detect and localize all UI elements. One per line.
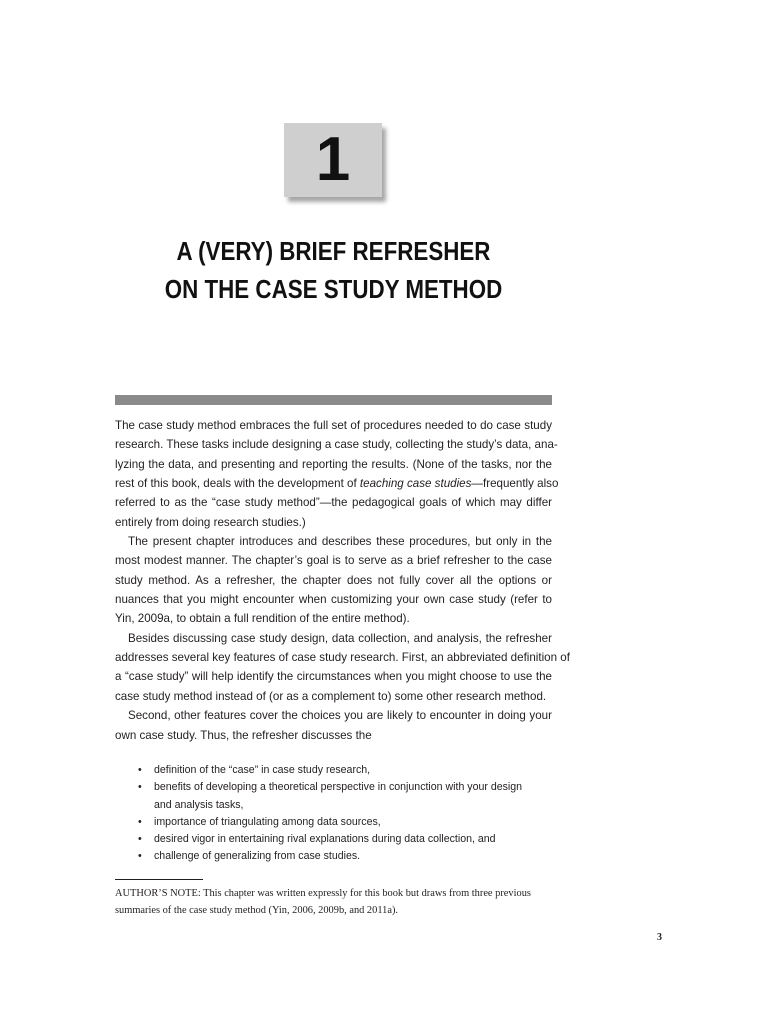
text-line: Besides discussing case study design, data collection, and analysis, the refresher: [128, 631, 552, 645]
paragraph-3: [115, 629, 570, 706]
paragraph-1: [115, 416, 559, 532]
text-line: lyzing the data, and presenting and reporting the results. (None of the tasks, nor the: [115, 457, 552, 471]
bullet-icon: •: [138, 815, 142, 828]
text-segment: rest of this book, deals with the development of: [115, 477, 360, 491]
text-line: most modest manner. The chapter’s goal is to serve as a brief refresher to the case: [115, 554, 552, 568]
text-line: [115, 474, 559, 493]
text-segment: —frequently also: [471, 477, 559, 491]
list-item: [138, 814, 552, 831]
bullet-icon: •: [138, 850, 142, 863]
paragraph-4: [115, 706, 552, 745]
footnote: [115, 886, 552, 919]
footnote-line: AUTHOR’S NOTE: This chapter was written expressly for this book but draws from three previous: [115, 888, 531, 899]
text-line: study method. As a refresher, the chapter does not fully cover all the options or: [115, 573, 552, 587]
list-item-text: importance of triangulating among data sources,: [154, 815, 381, 828]
paragraph-2: [115, 532, 552, 629]
text-line: Second, other features cover the choices you are likely to encounter in doing your: [128, 709, 552, 723]
text-line: a “case study” will help identify the circumstances when you might choose to use the: [115, 670, 552, 684]
bullet-icon: •: [138, 833, 142, 846]
list-item-text: challenge of generalizing from case studies.: [154, 850, 361, 863]
list-item: [138, 848, 552, 865]
chapter-number: 1: [315, 125, 351, 194]
list-item: [138, 762, 552, 779]
text-line: entirely from doing research studies.): [115, 515, 306, 529]
text-line: own case study. Thus, the refresher discusses the: [115, 728, 372, 742]
title-divider-rule: [115, 395, 552, 405]
chapter-title-line-1: A (VERY) BRIEF REFRESHER: [176, 236, 491, 266]
list-item-text: benefits of developing a theoretical perspective in conjunction with your design: [154, 781, 523, 794]
text-line: case study method instead of (or as a complement to) some other research method.: [115, 689, 547, 703]
footnote-line: summaries of the case study method (Yin, 2006, 2009b, and 2011a).: [115, 904, 398, 916]
list-item: [138, 779, 552, 814]
chapter-title: [146, 232, 522, 308]
text-line: The case study method embraces the full set of procedures needed to do case study: [115, 419, 552, 432]
text-line: The present chapter introduces and describes these procedures, but only in the: [128, 535, 552, 549]
list-item-text: definition of the “case” in case study research,: [154, 764, 371, 776]
text-line: referred to as the “case study method”—the pedagogical goals of which may differ: [115, 496, 552, 510]
list-item-text: and analysis tasks,: [154, 798, 244, 811]
body-text: [115, 416, 570, 745]
italic-term: teaching case studies: [359, 477, 472, 491]
list-item: [138, 831, 552, 848]
footnote-rule: [115, 879, 203, 880]
bullet-icon: •: [138, 781, 142, 794]
text-line: nuances that you might encounter when customizing your own case study (refer to: [115, 593, 552, 607]
list-item-text: desired vigor in entertaining rival explanations during data collection, and: [154, 833, 496, 846]
text-line: addresses several key features of case study research. First, an abbreviated definition of: [115, 651, 570, 665]
chapter-title-line-2: ON THE CASE STUDY METHOD: [164, 274, 503, 304]
bullet-list: [138, 762, 552, 866]
page-number: 3: [657, 932, 662, 943]
chapter-number-box: [284, 123, 382, 197]
text-line: Yin, 2009a, to obtain a full rendition of the entire method).: [115, 612, 410, 626]
text-line: research. These tasks include designing a case study, collecting the study’s data, ana-: [115, 438, 558, 452]
bullet-icon: •: [138, 764, 142, 776]
